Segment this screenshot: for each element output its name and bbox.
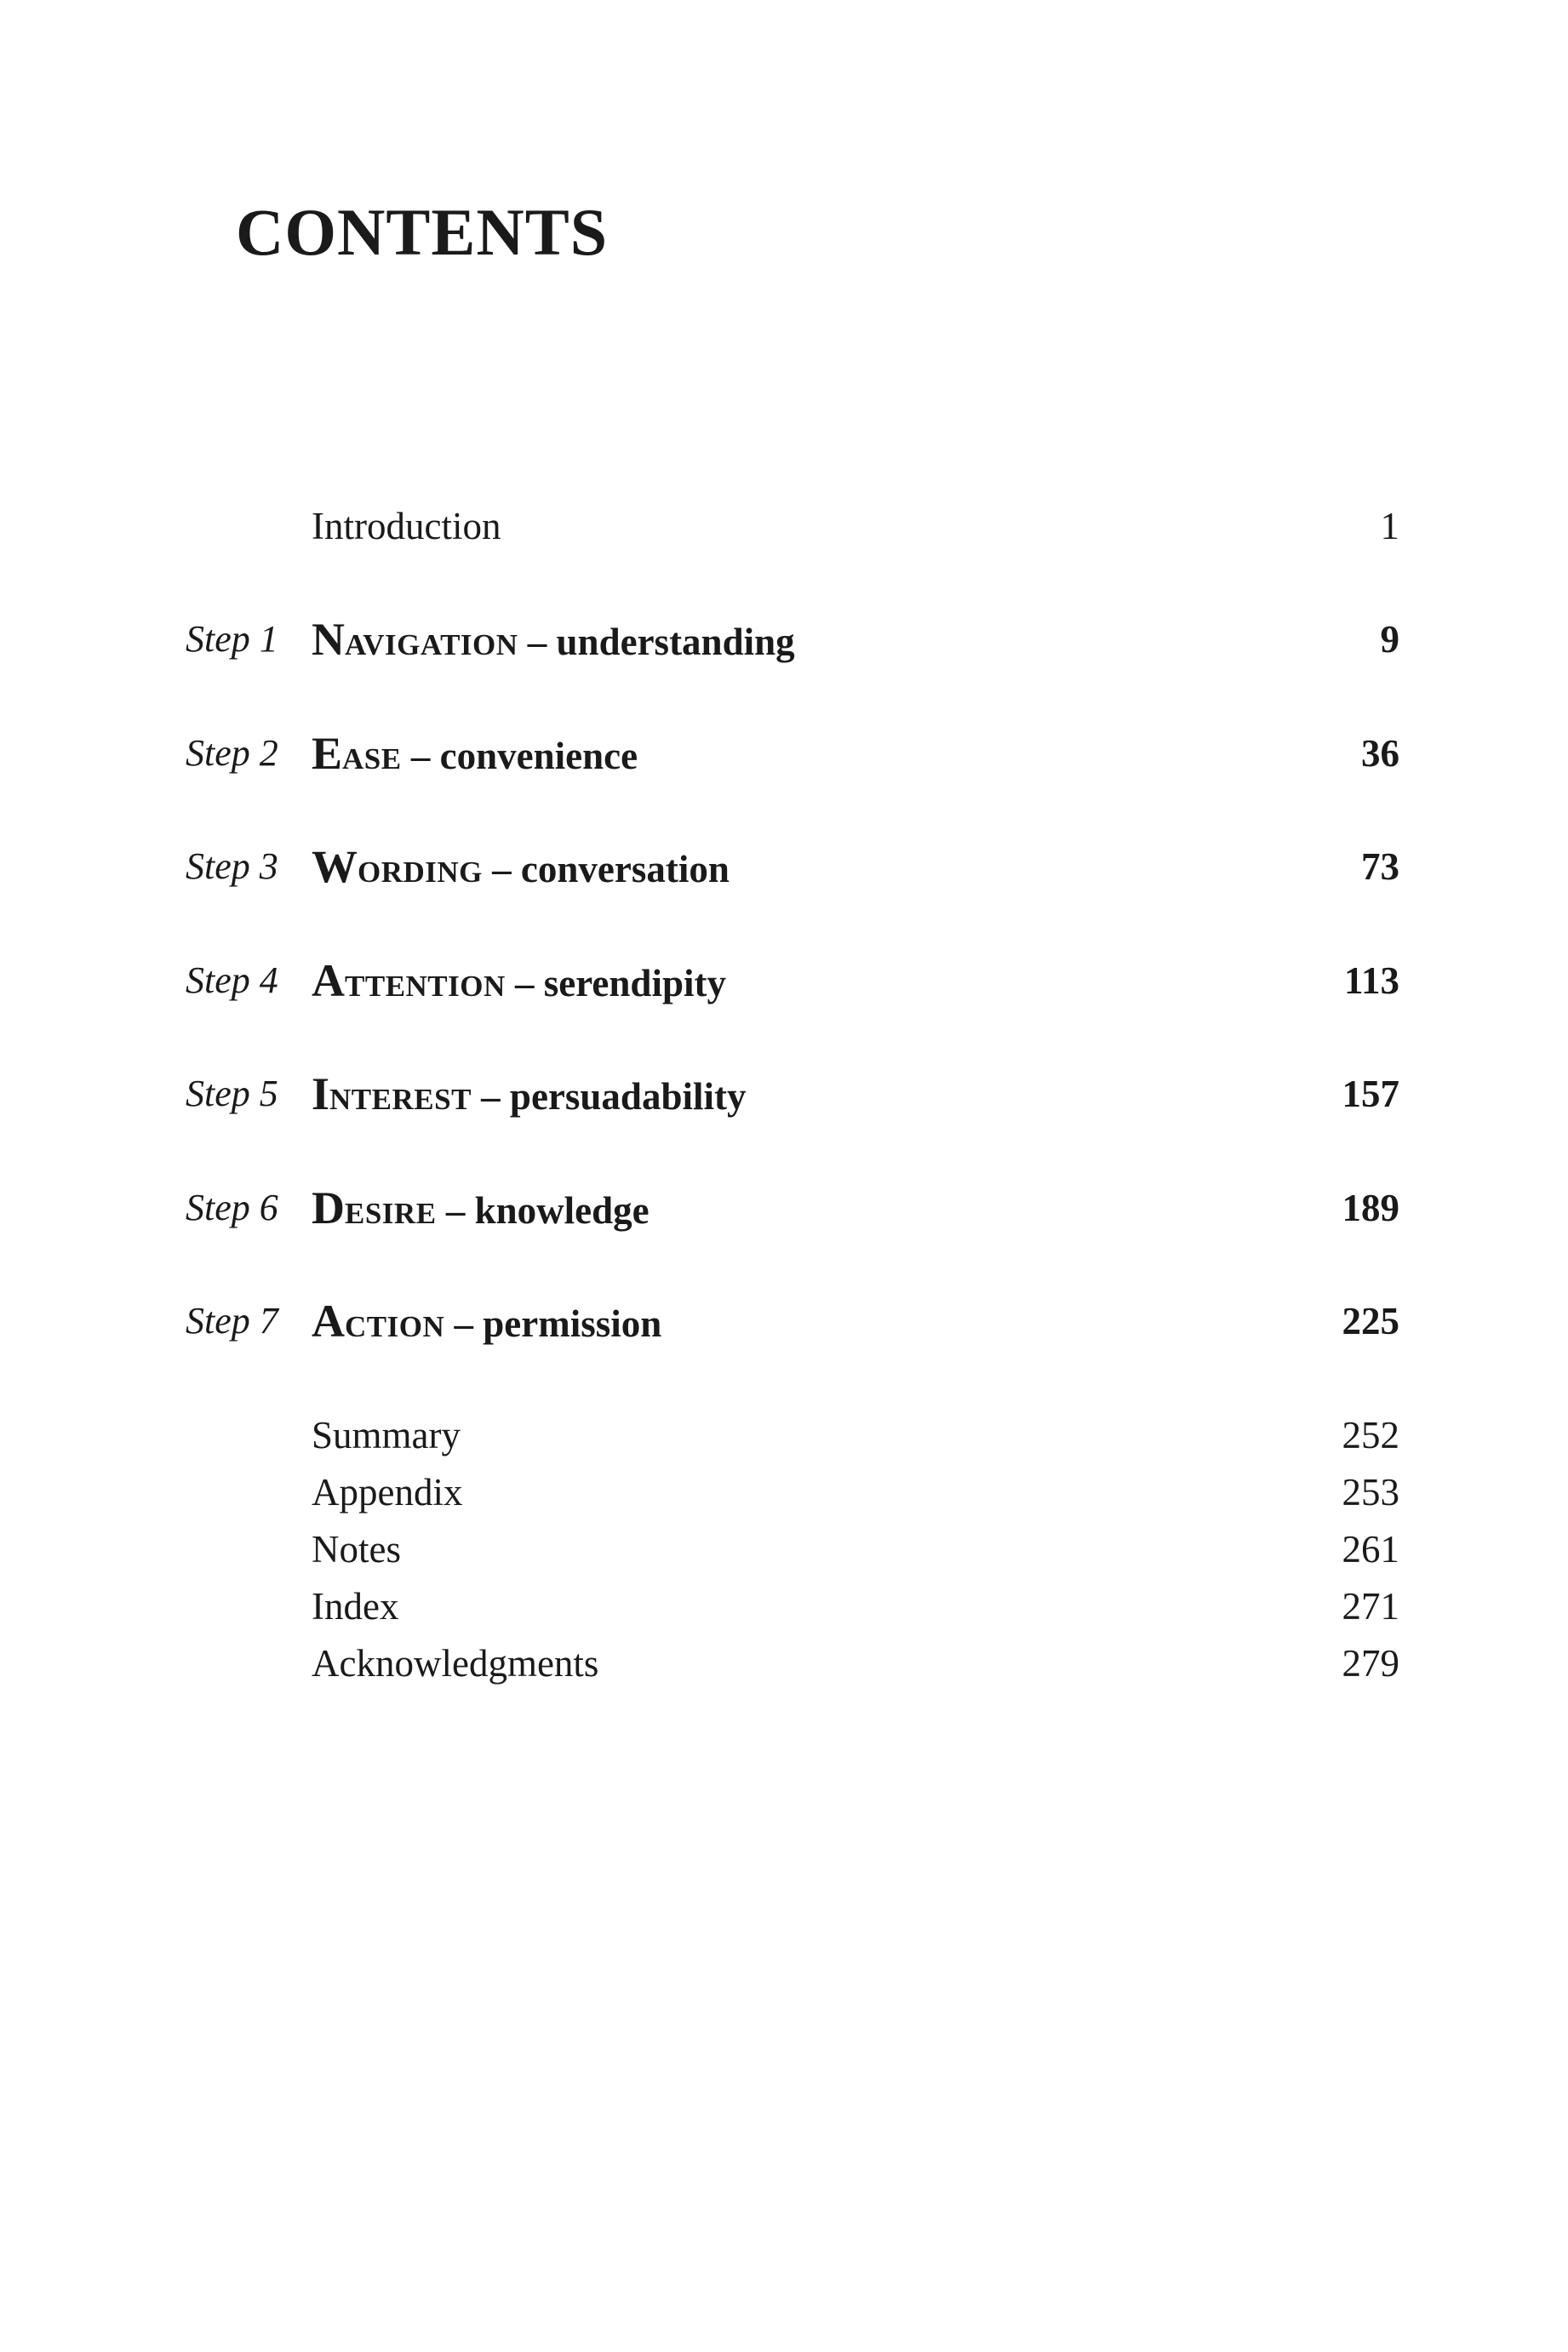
- toc-step-label: Step 3: [186, 845, 278, 887]
- chapter-name-rest: TTENTION: [345, 970, 506, 1003]
- toc-entry-step-4[interactable]: [0, 951, 1568, 1010]
- chapter-initial: N: [312, 614, 345, 665]
- toc-step-label: Step 4: [186, 959, 278, 1001]
- toc-page-number: 271: [1342, 1585, 1399, 1628]
- chapter-initial: A: [312, 1296, 345, 1347]
- toc-page-number: 189: [1342, 1187, 1399, 1229]
- chapter-initial: E: [312, 728, 343, 779]
- toc-entry-title: Acknowledgments: [312, 1642, 599, 1685]
- chapter-initial: A: [312, 955, 345, 1006]
- toc-entry-appendix[interactable]: [0, 1462, 1568, 1522]
- chapter-subtitle: – permission: [444, 1302, 662, 1345]
- toc-chapter-title: [312, 951, 726, 1016]
- toc-entry-acknowledgments[interactable]: [0, 1634, 1568, 1693]
- toc-entry-step-7[interactable]: [0, 1291, 1568, 1351]
- page-title: CONTENTS: [236, 195, 609, 269]
- toc-entry-title: Index: [312, 1585, 399, 1628]
- toc-step-label: Step 6: [186, 1187, 278, 1228]
- toc-chapter-title: [312, 724, 638, 789]
- chapter-initial: D: [312, 1182, 345, 1233]
- toc-page-number: 279: [1342, 1642, 1399, 1685]
- chapter-subtitle: – knowledge: [436, 1189, 650, 1232]
- toc-entry-title: Appendix: [312, 1471, 463, 1514]
- chapter-name-rest: CTION: [345, 1310, 445, 1343]
- toc-entry-title: Notes: [312, 1528, 401, 1571]
- toc-step-label: Step 2: [186, 732, 278, 774]
- toc-page-number: 157: [1342, 1073, 1399, 1115]
- toc-step-label: Step 5: [186, 1073, 278, 1114]
- toc-page-number: 1: [1380, 505, 1399, 547]
- chapter-initial: W: [312, 841, 358, 892]
- chapter-name-rest: NTEREST: [329, 1083, 472, 1116]
- chapter-subtitle: – conversation: [482, 848, 730, 890]
- toc-entry-step-6[interactable]: [0, 1178, 1568, 1238]
- toc-page-number: 252: [1342, 1414, 1399, 1456]
- toc-entry-step-2[interactable]: [0, 724, 1568, 783]
- toc-entry-step-1[interactable]: [0, 609, 1568, 669]
- chapter-name-rest: AVIGATION: [345, 628, 518, 661]
- toc-entry-summary[interactable]: [0, 1405, 1568, 1465]
- chapter-name-rest: ORDING: [358, 856, 483, 889]
- chapter-initial: I: [312, 1068, 330, 1119]
- chapter-subtitle: – understanding: [518, 621, 795, 663]
- toc-entry-title: Summary: [312, 1414, 461, 1456]
- toc-chapter-title: [312, 1064, 746, 1130]
- toc-page-number: 9: [1380, 618, 1399, 661]
- toc-page-number: 253: [1342, 1471, 1399, 1514]
- toc-page-number: 73: [1361, 845, 1399, 888]
- toc-page-number: 225: [1342, 1300, 1399, 1342]
- toc-page-number: 36: [1361, 732, 1399, 775]
- toc-entry-step-5[interactable]: [0, 1064, 1568, 1124]
- chapter-name-rest: ASE: [342, 742, 402, 775]
- toc-chapter-title: [312, 1291, 661, 1357]
- chapter-subtitle: – persuadability: [471, 1075, 747, 1118]
- toc-page-number: 261: [1342, 1528, 1399, 1571]
- toc-entry-index[interactable]: [0, 1577, 1568, 1636]
- toc-step-label: Step 7: [186, 1300, 278, 1342]
- toc-entry-step-3[interactable]: [0, 837, 1568, 896]
- toc-chapter-title: [312, 609, 795, 675]
- toc-entry-introduction[interactable]: [0, 496, 1568, 556]
- chapter-subtitle: – serendipity: [505, 962, 726, 1004]
- toc-entry-notes[interactable]: [0, 1519, 1568, 1579]
- toc-step-label: Step 1: [186, 618, 278, 660]
- toc-chapter-title: [312, 1178, 650, 1244]
- toc-entry-title: Introduction: [312, 505, 501, 547]
- toc-chapter-title: [312, 837, 730, 902]
- chapter-subtitle: – convenience: [401, 735, 638, 777]
- toc-page-number: 113: [1343, 959, 1399, 1002]
- chapter-name-rest: ESIRE: [345, 1197, 437, 1230]
